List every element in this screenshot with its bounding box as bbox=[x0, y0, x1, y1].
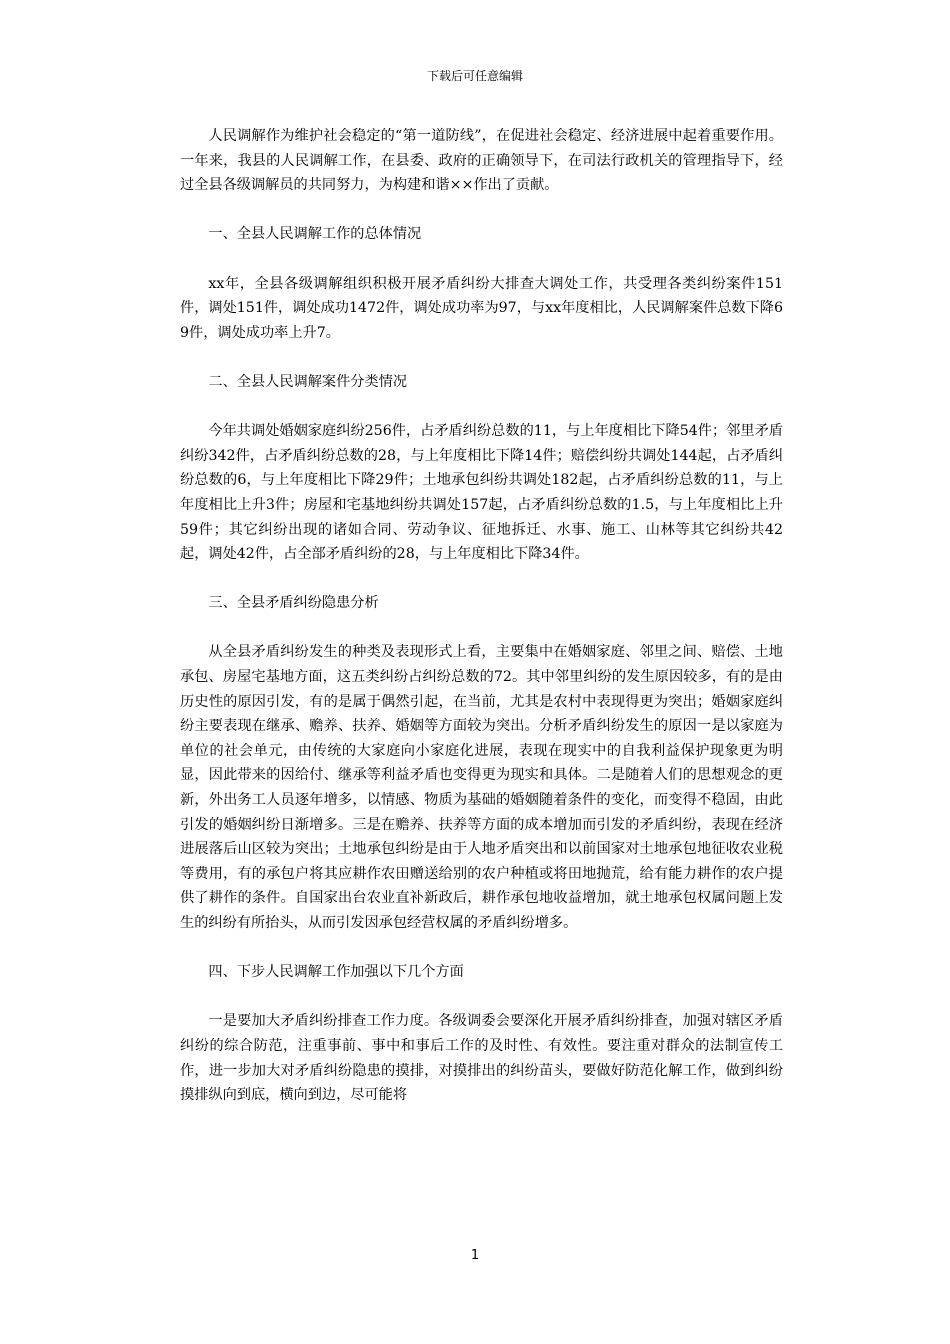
page-header: 下载后可任意编辑 bbox=[426, 69, 523, 83]
spacer bbox=[180, 936, 783, 961]
document-body bbox=[180, 124, 783, 1108]
section-heading-2: 二、全县人民调解案件分类情况 bbox=[208, 373, 408, 390]
spacer bbox=[180, 985, 783, 1010]
section-1-paragraph: xx年，全县各级调解组织积极开展矛盾纠纷大排查大调处工作，共受理各类纠纷案件151件，调处151件，调处成功1472件，调处成功率为97，与xx年度相比，人民调解案件总数下降69件，调处成功率上升7。 bbox=[180, 275, 783, 341]
spacer bbox=[180, 345, 783, 370]
section-heading-1: 一、全县人民调解工作的总体情况 bbox=[208, 226, 422, 243]
spacer bbox=[180, 198, 783, 223]
section-heading-3: 三、全县矛盾纠纷隐患分析 bbox=[208, 595, 379, 612]
intro-paragraph: 人民调解作为维护社会稳定的“第一道防线”，在促进社会稳定、经济进展中起着重要作用。一年来，我县的人民调解工作，在县委、政府的正确领导下，在司法行政机关的管理指导下，经过全县各级调解员的共同努力，为构建和谐××作出了贡献。 bbox=[180, 128, 783, 194]
spacer bbox=[180, 395, 783, 420]
section-2-paragraph: 今年共调处婚姻家庭纠纷256件，占矛盾纠纷总数的11，与上年度相比下降54件；邻里矛盾纠纷342件，占矛盾纠纷总数的28，与上年度相比下降14件；赔偿纠纷共调处144起，占矛盾纠纷总数的6，与上年度相比下降29件；土地承包纠纷共调处182起，占矛盾纠纷总数的11，与上年度相比上升3件；房屋和宅基地纠纷共调处157起，占矛盾纠纷总数的1.5，与上年度相比上升59件；其它纠纷出现的诸如合同、劳动争议、征地拆迁、水事、施工、山林等其它纠纷共42起，调处42件，占全部矛盾纠纷的28，与上年度相比下降34件。 bbox=[180, 423, 783, 563]
spacer bbox=[180, 616, 783, 641]
page-number: 1 bbox=[470, 1248, 480, 1263]
spacer bbox=[180, 567, 783, 592]
section-4-paragraph: 一是要加大矛盾纠纷排查工作力度。各级调委会要深化开展矛盾纠纷排查，加强对辖区矛盾纠纷的综合防范，注重事前、事中和事后工作的及时性、有效性。要注重对群众的法制宣传工作，进一步加大对矛盾纠纷隐患的摸排，对摸排出的纠纷苗头，要做好防范化解工作，做到纠纷摸排纵向到底，横向到边，尽可能将 bbox=[180, 1013, 783, 1104]
section-heading-4: 四、下步人民调解工作加强以下几个方面 bbox=[208, 964, 464, 981]
section-3-paragraph: 从全县矛盾纠纷发生的种类及表现形式上看，主要集中在婚姻家庭、邻里之间、赔偿、土地承包、房屋宅基地方面，这五类纠纷占纠纷总数的72。其中邻里纠纷的发生原因较多，有的是由历史性的原因引发，有的是属于偶然引起，在当前，尤其是农村中表现得更为突出；婚姻家庭纠纷主要表现在继承、赡养、扶养、婚姻等方面较为突出。分析矛盾纠纷发生的原因一是以家庭为单位的社会单元，由传统的大家庭向小家庭化进展，表现在现实中的自我利益保护现象更为明显，因此带来的因给付、继承等利益矛盾也变得更为现实和具体。二是随着人们的思想观念的更新，外出务工人员逐年增多，以情感、物质为基础的婚姻随着条件的变化，而变得不稳固，由此引发的婚姻纠纷日渐增多。三是在赡养、扶养等方面的成本增加而引发的矛盾纠纷，表现在经济进展落后山区较为突出；土地承包纠纷是由于人地矛盾突出和以前国家对土地承包地征收农业税等费用，有的承包户将其应耕作农田赠送给别的农户种植或将田地抛荒，给有能力耕作的农户提供了耕作的条件。自国家出台农业直补新政后，耕作承包地收益增加，就土地承包权属问题上发生的纠纷有所抬头，从而引发因承包经营权属的矛盾纠纷增多。 bbox=[180, 644, 783, 931]
spacer bbox=[180, 247, 783, 272]
